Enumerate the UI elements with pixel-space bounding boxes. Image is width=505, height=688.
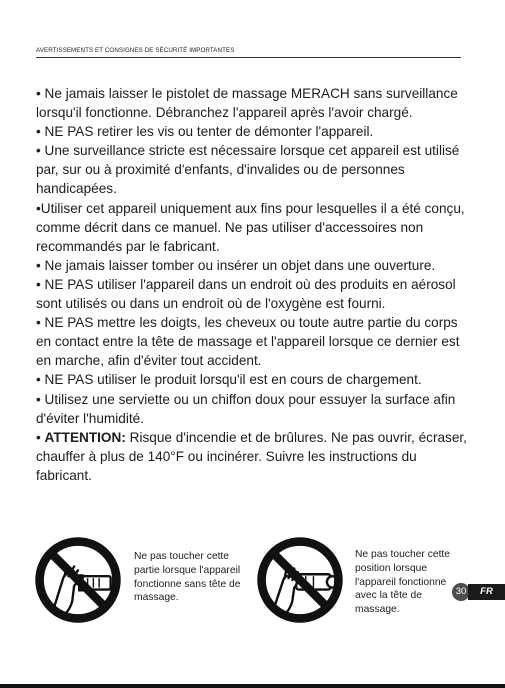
no-touch-head-icon (30, 532, 126, 628)
warning-pictograms (0, 532, 505, 642)
language-tab: FR (468, 584, 505, 600)
instruction-4: •Utiliser cet appareil uniquement aux fins pour lesquelles il a été conçu, comme décrit dans ce manuel. Ne pas utiliser d'accessoires non recommandés par le fabricant. (36, 200, 465, 254)
bottom-divider (0, 684, 505, 688)
attention-label: ATTENTION: (44, 429, 126, 445)
header-divider (36, 57, 461, 58)
warning-caption-2: Ne pas toucher cette position lorsque l'appareil fonctionne avec la tête de massage. (355, 549, 451, 616)
instruction-9: • Utilisez une serviette ou un chiffon doux pour essuyer la surface afin d'éviter l'humidité. (36, 391, 456, 426)
instruction-7: • NE PAS mettre les doigts, les cheveux ou toute autre partie du corps en contact entre la tête de massage et l'appareil lorsque ce dernier est en marche, afin d'éviter tout accident. (36, 315, 460, 369)
section-header: AVERTISSEMENTS ET CONSIGNES DE SÉCURITÉ IMPORTANTES (36, 47, 235, 54)
instruction-2: • NE PAS retirer les vis ou tenter de démonter l'appareil. (36, 124, 374, 140)
instruction-3: • Une surveillance stricte est nécessaire lorsque cet appareil est utilisé par, sur ou à proximité d'enfants, d'invalides ou de personnes handicapées. (36, 143, 460, 197)
instruction-8: • NE PAS utiliser le produit lorsqu'il est en cours de chargement. (36, 372, 422, 388)
warning-caption-1: Ne pas toucher cette partie lorsque l'appareil fonctionne sans tête de massage. (134, 551, 241, 604)
instruction-6: • NE PAS utiliser l'appareil dans un endroit où des produits en aérosol sont utilisés ou dans un endroit où de l'oxygène est fourni. (36, 276, 456, 312)
page-number: 30 (452, 583, 470, 601)
instruction-5: • Ne jamais laisser tomber ou insérer un objet dans une ouverture. (36, 257, 436, 273)
no-touch-handle-icon (252, 532, 348, 628)
instruction-10: • ATTENTION: Risque d'incendie et de brûlures. Ne pas ouvrir, écraser, chauffer à plus de 140°F ou incinérer. Suivre les instructions du fabricant. (36, 429, 467, 483)
safety-instructions (36, 84, 468, 485)
instruction-1: • Ne jamais laisser le pistolet de massage MERACH sans surveillance lorsqu'il fonctionne. Débranchez l'appareil après l'avoir chargé. (36, 86, 458, 121)
